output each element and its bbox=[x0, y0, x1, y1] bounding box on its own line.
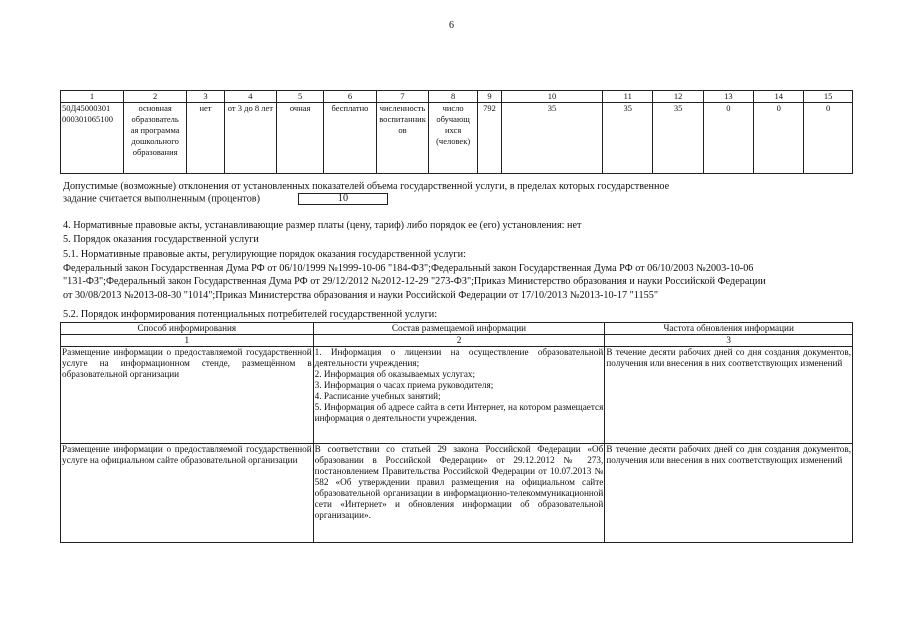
section-4: 4. Нормативные правовые акты, устанавливающие размер платы (цену, тариф) либо порядок ее (его) установления: нет bbox=[63, 220, 582, 231]
registry-code-cell: 50Д45000301 000301065100 bbox=[61, 103, 124, 174]
table-row bbox=[61, 347, 853, 444]
header-cell: 8 bbox=[429, 91, 478, 103]
content-cell: В соответствии со статьей 29 закона Российской Федерации «Об образовании в Российской Федерации» от 29.12.2012 № 273, постановлением Правительства Российской Федерации от 10.07.2013 № 582 «Об утверждении правил размещения на официальном сайте образовательной организации в информационно-телекоммуникационной сети «Интернет» и обновления информации об образовательной организации». bbox=[313, 444, 605, 543]
header-cell: Состав размещаемой информации bbox=[313, 323, 605, 335]
okei-code-cell: 792 bbox=[477, 103, 501, 174]
legal-acts-line: "131-ФЗ";Федеральный закон Государственная Дума РФ от 29/12/2012 №2012-12-29 "273-ФЗ";Приказ Министерство образования и науки Российской Федерации bbox=[63, 276, 766, 287]
deviation-line-2 bbox=[63, 193, 388, 205]
informing-table bbox=[60, 322, 853, 543]
method-cell: Размещение информации о предоставляемой государственной услуге на официальном сайте образовательной организации bbox=[61, 444, 314, 543]
content-cell: 1. Информация о лицензии на осуществление образовательной деятельности учреждения; 2. Информация об оказываемых услугах; 3. Информация о часах приема руководителя; 4. Расписание учебных занятий; 5. Информация об адресе сайта в сети Интернет, на котором размещается информация о деятельности учреждения. bbox=[313, 347, 605, 444]
header-cell: 14 bbox=[754, 91, 804, 103]
value-cell: 0 bbox=[804, 103, 853, 174]
header-cell: 3 bbox=[187, 91, 224, 103]
deviation-line-1: Допустимые (возможные) отклонения от установленных показателей объема государственной услуги, в пределах которых государственное bbox=[63, 181, 670, 192]
service-name-cell: основная образователь ая программа дошкольного образования bbox=[123, 103, 186, 174]
column-number-cell: 1 bbox=[61, 335, 314, 347]
header-cell: 12 bbox=[653, 91, 703, 103]
header-cell: 6 bbox=[324, 91, 376, 103]
deviation-value-box: 10 bbox=[298, 193, 388, 205]
legal-acts-line: Федеральный закон Государственная Дума РФ от 06/10/1999 №1999-10-06 "184-ФЗ";Федеральный закон Государственная Дума РФ от 06/10/2003 №2003-10-06 bbox=[63, 263, 754, 274]
table-cell: нет bbox=[187, 103, 224, 174]
header-cell: 2 bbox=[123, 91, 186, 103]
indicator-name-cell: численность воспитанник ов bbox=[376, 103, 429, 174]
header-cell: Частота обновления информации bbox=[605, 323, 853, 335]
value-cell: 35 bbox=[653, 103, 703, 174]
header-cell: 7 bbox=[376, 91, 429, 103]
header-cell: 4 bbox=[224, 91, 276, 103]
volume-indicators-table bbox=[60, 90, 853, 174]
header-cell: 1 bbox=[61, 91, 124, 103]
section-5-1-title: 5.1. Нормативные правовые акты, регулирующие порядок оказания государственной услуги: bbox=[63, 249, 466, 260]
frequency-cell: В течение десяти рабочих дней со дня создания документов, получения или внесения в них соответствующих изменений bbox=[605, 347, 853, 444]
deviation-label: задание считается выполненным (процентов) bbox=[63, 193, 261, 205]
age-cell: от 3 до 8 лет bbox=[224, 103, 276, 174]
column-number-row bbox=[61, 335, 853, 347]
value-cell: 35 bbox=[603, 103, 653, 174]
table-header-row bbox=[61, 91, 853, 103]
unit-cell: число обучающ ихся (человек) bbox=[429, 103, 478, 174]
header-cell: 9 bbox=[477, 91, 501, 103]
column-number-cell: 3 bbox=[605, 335, 853, 347]
table-row bbox=[61, 444, 853, 543]
column-number-cell: 2 bbox=[313, 335, 605, 347]
table-header-row bbox=[61, 323, 853, 335]
frequency-cell: В течение десяти рабочих дней со дня создания документов, получения или внесения в них соответствующих изменений bbox=[605, 444, 853, 543]
method-cell: Размещение информации о предоставляемой государственной услуге на информационном стенде, размещённом в образовательной организации bbox=[61, 347, 314, 444]
header-cell: Способ информирования bbox=[61, 323, 314, 335]
section-5-2-title: 5.2. Порядок информирования потенциальных потребителей государственной услуги: bbox=[63, 309, 438, 320]
value-cell: 0 bbox=[754, 103, 804, 174]
form-cell: очная bbox=[277, 103, 324, 174]
legal-acts-line: от 30/08/2013 №2013-08-30 "1014";Приказ Министерства образования и науки Российской Федерации от 17/10/2013 №2013-10-17 "1155" bbox=[63, 290, 658, 301]
payment-cell: бесплатно bbox=[324, 103, 376, 174]
header-cell: 15 bbox=[804, 91, 853, 103]
header-cell: 11 bbox=[603, 91, 653, 103]
table-row bbox=[61, 103, 853, 174]
value-cell: 0 bbox=[703, 103, 753, 174]
header-cell: 10 bbox=[501, 91, 602, 103]
header-cell: 13 bbox=[703, 91, 753, 103]
page-number: 6 bbox=[449, 20, 454, 31]
header-cell: 5 bbox=[277, 91, 324, 103]
section-5: 5. Порядок оказания государственной услуги bbox=[63, 234, 259, 245]
value-cell: 35 bbox=[501, 103, 602, 174]
